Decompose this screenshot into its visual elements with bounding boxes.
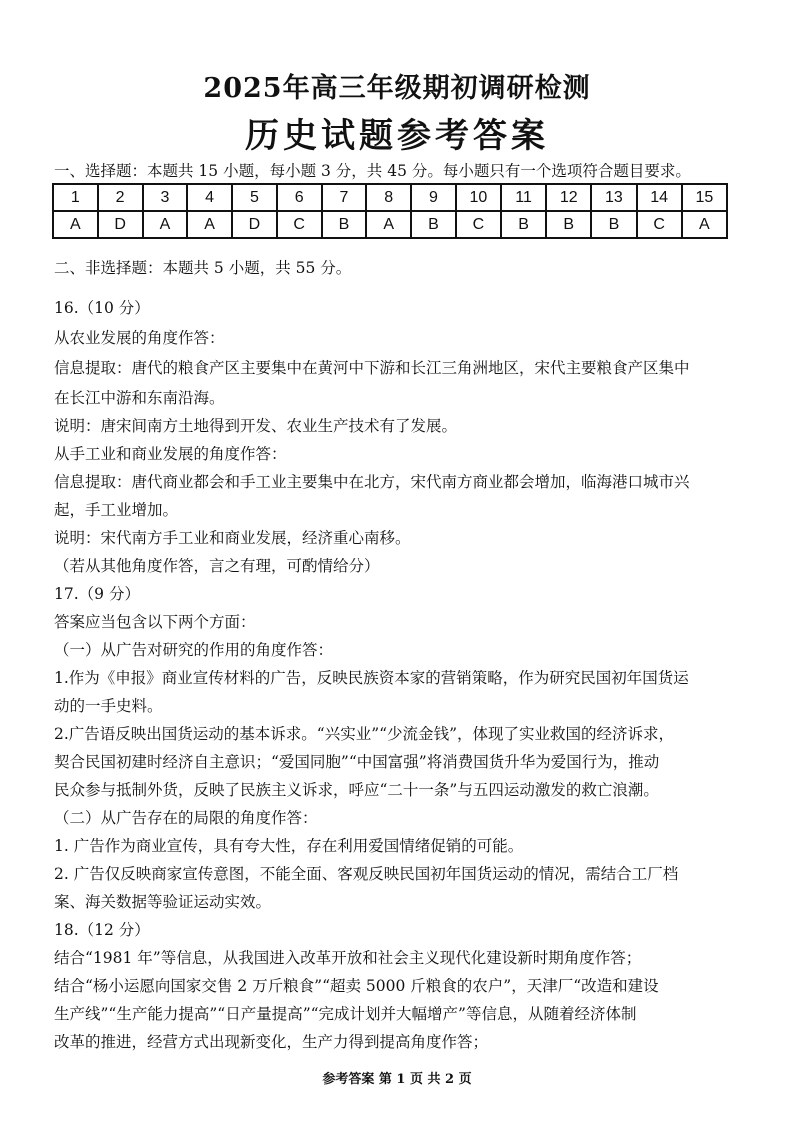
question-number-row — [53, 184, 727, 211]
answer-cell: C — [277, 211, 322, 238]
answer-line: 2. 广告仅反映商家宣传意图，不能全面、客观反映民国初年国货运动的情况，需结合工厂档 — [54, 865, 679, 883]
answer-line: 结合“杨小运愿向国家交售 2 万斤粮食”“超卖 5000 斤粮食的农户”，天津厂“改造和建设 — [54, 977, 659, 995]
answer-cell: B — [591, 211, 636, 238]
answer-cell: B — [411, 211, 456, 238]
section2-heading: 二、非选择题：本题共 5 小题，共 55 分。 — [54, 259, 352, 277]
question-number: 2 — [98, 184, 143, 211]
answer-line: 说明：唐宋间南方土地得到开发、农业生产技术有了发展。 — [54, 417, 458, 435]
answer-cell: B — [546, 211, 591, 238]
answer-line: 1.作为《申报》商业宣传材料的广告，反映民族资本家的营销策略，作为研究民国初年国货运 — [54, 669, 689, 687]
answer-line: 说明：宋代南方手工业和商业发展，经济重心南移。 — [54, 529, 411, 547]
question-16-heading: 16.（10 分） — [54, 299, 150, 317]
answer-line: 契合民国初建时经济自主意识；“爱国同胞”“中国富强”将消费国货升华为爱国行为，推动 — [54, 753, 660, 771]
answer-cell: A — [53, 211, 98, 238]
page-footer: 参考答案 第 1 页 共 2 页 — [322, 1072, 472, 1087]
answer-line: 从手工业和商业发展的角度作答： — [54, 445, 287, 463]
answer-cell: A — [366, 211, 411, 238]
question-number: 12 — [546, 184, 591, 211]
answer-cell: D — [98, 211, 143, 238]
answer-line: 生产线”“生产能力提高”“日产量提高”“完成计划并大幅增产”等信息，从随着经济体制 — [54, 1005, 637, 1023]
answer-key-title: 历史试题参考答案 — [245, 116, 549, 156]
answer-cell: B — [501, 211, 546, 238]
question-number: 11 — [501, 184, 546, 211]
question-number: 10 — [456, 184, 501, 211]
answer-cell: C — [637, 211, 682, 238]
answer-line: 结合“1981 年”等信息，从我国进入改革开放和社会主义现代化建设新时期角度作答； — [54, 949, 642, 967]
question-number: 3 — [143, 184, 188, 211]
question-18-heading: 18.（12 分） — [54, 921, 150, 939]
answer-line: （二）从广告存在的局限的角度作答： — [54, 809, 318, 827]
section1-heading: 一、选择题：本题共 15 小题，每小题 3 分，共 45 分。每小题只有一个选项符合题目要求。 — [54, 162, 691, 180]
answer-line: 动的一手史料。 — [54, 697, 163, 715]
exam-title: 2025年高三年级期初调研检测 — [203, 73, 591, 104]
answer-cell: C — [456, 211, 501, 238]
answer-row — [53, 211, 727, 238]
question-number: 13 — [591, 184, 636, 211]
question-number: 4 — [187, 184, 232, 211]
answer-cell: A — [187, 211, 232, 238]
question-number: 5 — [232, 184, 277, 211]
answer-table — [52, 183, 728, 239]
answer-line: 从农业发展的角度作答： — [54, 329, 225, 347]
answer-line: 改革的推进，经营方式出现新变化，生产力得到提高角度作答； — [54, 1033, 489, 1051]
question-number: 8 — [366, 184, 411, 211]
answer-cell: A — [682, 211, 727, 238]
answer-line: 信息提取：唐代的粮食产区主要集中在黄河中下游和长江三角洲地区，宋代主要粮食产区集中 — [54, 359, 690, 377]
answer-line: （若从其他角度作答，言之有理，可酌情给分） — [54, 557, 380, 575]
question-number: 14 — [637, 184, 682, 211]
answer-cell: A — [143, 211, 188, 238]
question-number: 7 — [322, 184, 367, 211]
answer-line: 起，手工业增加。 — [54, 501, 179, 519]
answer-line: 案、海关数据等验证运动实效。 — [54, 893, 272, 911]
question-number: 15 — [682, 184, 727, 211]
question-number: 1 — [53, 184, 98, 211]
question-17-heading: 17.（9 分） — [54, 585, 140, 603]
answer-line: （一）从广告对研究的作用的角度作答： — [54, 641, 334, 659]
answer-line: 2.广告语反映出国货运动的基本诉求。“兴实业”“少流金钱”，体现了实业救国的经济诉求， — [54, 725, 674, 743]
answer-line: 信息提取：唐代商业都会和手工业主要集中在北方，宋代南方商业都会增加，临海港口城市兴 — [54, 473, 690, 491]
answer-cell: B — [322, 211, 367, 238]
answer-line: 民众参与抵制外货，反映了民族主义诉求，呼应“二十一条”与五四运动激发的救亡浪潮。 — [54, 781, 659, 799]
answer-line: 在长江中游和东南沿海。 — [54, 389, 225, 407]
answer-line: 1. 广告作为商业宣传，具有夸大性，存在利用爱国情绪促销的可能。 — [54, 837, 524, 855]
question-number: 6 — [277, 184, 322, 211]
answer-cell: D — [232, 211, 277, 238]
question-number: 9 — [411, 184, 456, 211]
answer-line: 答案应当包含以下两个方面： — [54, 613, 256, 631]
